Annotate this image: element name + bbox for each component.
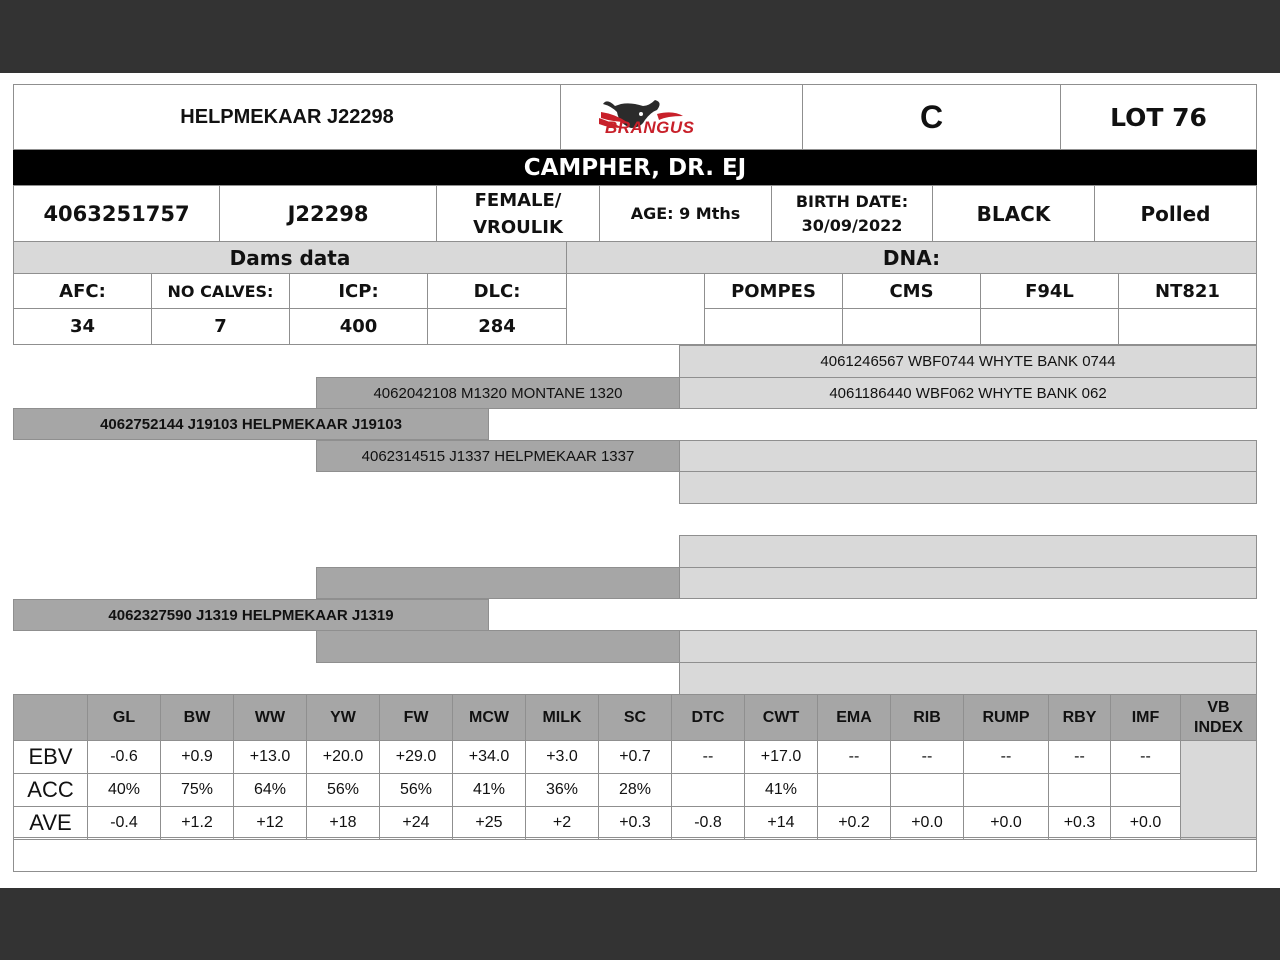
pompes-label: POMPES — [731, 280, 816, 302]
ebv-cell-acc-milk-text: 36% — [545, 781, 579, 798]
ebv-cell-ave-rump-text: +0.0 — [990, 814, 1022, 831]
ebv-cell-acc-milk — [525, 773, 599, 807]
ebv-header-vb-index — [1180, 694, 1257, 741]
registration-number — [13, 185, 220, 242]
ebv-cell-acc-cwt-text: 41% — [764, 781, 798, 798]
ebv-header-sc — [598, 694, 672, 741]
ebv-cell-ebv-rby-text: -- — [1074, 748, 1085, 765]
birth-date-value: 30/09/2022 — [801, 215, 903, 235]
sex-line-2: VROULIK — [473, 216, 563, 238]
ebv-header-dtc — [671, 694, 745, 741]
animal-card — [0, 73, 1280, 888]
ebv-cell-ebv-bw-text: +0.9 — [181, 748, 213, 765]
ebv-cell-ave-sc-text: +0.3 — [619, 814, 651, 831]
ebv-cell-acc-yw-text: 56% — [326, 781, 360, 798]
ebv-cell-ebv-rump — [963, 740, 1049, 774]
dna-label-pompes — [704, 273, 843, 309]
ebv-cell-ave-imf-text: +0.0 — [1129, 814, 1162, 831]
ebv-cell-acc-fw-text: 56% — [399, 781, 433, 798]
ebv-cell-ave-ema-text: +0.2 — [838, 814, 870, 831]
dna-value-nt821 — [1118, 308, 1257, 345]
ebv-row-label-ebv-text: EBV — [28, 744, 73, 769]
dams-label-calves — [151, 273, 290, 309]
ebv-header-gl-text: GL — [112, 708, 136, 726]
ebv-cell-ebv-rib — [890, 740, 964, 774]
dams-value-afc — [13, 308, 152, 345]
ebv-cell-ave-rib-text: +0.0 — [911, 814, 943, 831]
cms-label: CMS — [889, 280, 934, 302]
ebv-header-yw — [306, 694, 380, 741]
ebv-cell-ebv-cwt — [744, 740, 818, 774]
pedigree-sire — [13, 408, 489, 440]
ebv-cell-ave-sc — [598, 806, 672, 840]
dlc-value: 284 — [478, 316, 516, 337]
pedigree-sire-sire — [316, 377, 680, 409]
dna-value-pompes — [704, 308, 843, 345]
dams-value-dlc — [427, 308, 567, 345]
ebv-cell-ave-gl — [87, 806, 161, 840]
ebv-cell-ebv-mcw — [452, 740, 526, 774]
ebv-cell-acc-sc-text: 28% — [618, 781, 652, 798]
ebv-header-rump-text: RUMP — [982, 708, 1030, 726]
ebv-header-fw — [379, 694, 453, 741]
ebv-cell-ave-ema — [817, 806, 891, 840]
ebv-header-cwt-text: CWT — [762, 708, 800, 726]
ebv-header-ema-text: EMA — [836, 708, 872, 726]
birth-date-label: BIRTH DATE: — [795, 191, 909, 211]
ebv-cell-acc-yw — [306, 773, 380, 807]
class-code-text: C — [919, 98, 944, 135]
brangus-logo — [560, 84, 803, 150]
ebv-cell-ebv-sc — [598, 740, 672, 774]
ebv-cell-acc-bw — [160, 773, 234, 807]
ebv-header-rby — [1048, 694, 1111, 741]
dams-value-calves — [151, 308, 290, 345]
ebv-header-rby-text: RBY — [1062, 708, 1097, 726]
ebv-cell-ave-cwt — [744, 806, 818, 840]
afc-value: 34 — [69, 316, 96, 337]
age — [599, 185, 772, 242]
dams-data-title — [13, 241, 567, 274]
ebv-cell-acc-gl — [87, 773, 161, 807]
ebv-row-label-ave-text: AVE — [29, 810, 72, 835]
ebv-cell-ave-yw — [306, 806, 380, 840]
pedigree-sire-sire-dam — [679, 377, 1257, 409]
ebv-header-mcw-text: MCW — [469, 708, 509, 726]
ebv-row-label-ave — [13, 806, 88, 840]
ebv-cell-ave-bw-text: +1.2 — [181, 814, 213, 831]
ebv-cell-ave-rby-text: +0.3 — [1063, 814, 1096, 831]
ebv-cell-ebv-cwt-text: +17.0 — [760, 748, 802, 765]
ebv-cell-acc-dtc — [671, 773, 745, 807]
ebv-cell-ebv-ema-text: -- — [848, 748, 860, 765]
ebv-cell-ave-dtc-text: -0.8 — [694, 814, 722, 831]
ebv-cell-ebv-sc-text: +0.7 — [619, 748, 651, 765]
ebv-cell-ave-rby — [1048, 806, 1111, 840]
pedigree-ss-text: 4062042108 M1320 MONTANE 1320 — [373, 384, 623, 402]
ebv-header-imf — [1110, 694, 1181, 741]
vb-index-line-2: INDEX — [1194, 718, 1243, 736]
sex — [436, 185, 600, 242]
ebv-cell-ave-bw — [160, 806, 234, 840]
pedigree-dam-sire — [316, 567, 680, 599]
ebv-row-label-acc-text: ACC — [27, 777, 74, 802]
ebv-row-label-ebv — [13, 740, 88, 774]
ebv-header-mcw — [452, 694, 526, 741]
ebv-header-milk-text: MILK — [542, 708, 582, 726]
ebv-cell-acc-bw-text: 75% — [180, 781, 214, 798]
class-code — [802, 84, 1061, 150]
ebv-cell-ave-ww-text: +12 — [256, 814, 284, 831]
colour-text: BLACK — [976, 201, 1051, 226]
ebv-header-ww-text: WW — [254, 708, 286, 726]
lot-text: LOT 76 — [1110, 102, 1207, 132]
pedigree-sire-dam-sire — [679, 440, 1257, 472]
pedigree-dam-dam-dam — [679, 662, 1257, 695]
tag-number — [219, 185, 437, 242]
ebv-cell-acc-mcw — [452, 773, 526, 807]
ebv-cell-ave-yw-text: +18 — [329, 814, 357, 831]
ebv-cell-ave-ww — [233, 806, 307, 840]
icp-value: 400 — [339, 316, 378, 337]
ebv-cell-ebv-ww-text: +13.0 — [249, 748, 291, 765]
dna-value-cms — [842, 308, 981, 345]
ebv-header-imf-text: IMF — [1131, 708, 1160, 726]
animal-name-text: HELPMEKAAR J22298 — [180, 105, 394, 128]
ebv-cell-ebv-dtc — [671, 740, 745, 774]
pedigree-sire-dam — [316, 440, 680, 472]
dna-blank — [566, 273, 705, 345]
pedigree-dam-dam-sire — [679, 630, 1257, 663]
ebv-cell-ave-fw-text: +24 — [402, 814, 430, 831]
pedigree-sire-text: 4062752144 J19103 HELPMEKAAR J19103 — [100, 415, 402, 433]
ebv-header-gl — [87, 694, 161, 741]
ebv-cell-acc-sc — [598, 773, 672, 807]
ebv-cell-ebv-gl-text: -0.6 — [110, 748, 138, 765]
pedigree-ssd-text: 4061186440 WBF062 WHYTE BANK 062 — [829, 384, 1107, 402]
table-footer-row — [13, 837, 1257, 872]
ebv-header-yw-text: YW — [330, 708, 356, 726]
registration-text: 4063251757 — [43, 201, 190, 226]
ebv-cell-ave-imf — [1110, 806, 1181, 840]
ebv-header-bw — [160, 694, 234, 741]
dna-value-f94l — [980, 308, 1119, 345]
dna-title — [566, 241, 1257, 274]
owner-band — [13, 150, 1257, 185]
ebv-cell-ebv-yw — [306, 740, 380, 774]
dams-label-dlc — [427, 273, 567, 309]
ebv-cell-acc-ww — [233, 773, 307, 807]
calves-value: 7 — [214, 316, 227, 337]
ebv-cell-ebv-dtc-text: -- — [702, 748, 714, 765]
f94l-label: F94L — [1025, 280, 1074, 302]
ebv-cell-ebv-ww — [233, 740, 307, 774]
dlc-label: DLC: — [473, 280, 521, 302]
pedigree-sss-text: 4061246567 WBF0744 WHYTE BANK 0744 — [820, 353, 1116, 370]
ebv-cell-ave-mcw-text: +25 — [475, 814, 503, 831]
icp-label: ICP: — [338, 280, 379, 302]
dams-label-afc — [13, 273, 152, 309]
pedigree-dam-text: 4062327590 J1319 HELPMEKAAR J1319 — [108, 606, 394, 624]
ebv-cell-ave-rib — [890, 806, 964, 840]
logo-wordmark: BRANGUS — [605, 118, 695, 137]
ebv-cell-ebv-gl — [87, 740, 161, 774]
ebv-cell-ave-milk — [525, 806, 599, 840]
nt821-label: NT821 — [1155, 280, 1220, 302]
pedigree-sire-sire-sire — [679, 345, 1257, 378]
dna-label-nt821 — [1118, 273, 1257, 309]
ebv-cell-ebv-rump-text: -- — [1000, 748, 1012, 765]
ebv-cell-ave-fw — [379, 806, 453, 840]
ebv-cell-ebv-milk-text: +3.0 — [546, 748, 578, 765]
ebv-cell-ebv-fw-text: +29.0 — [395, 748, 437, 765]
animal-name — [13, 84, 561, 150]
ebv-vb-index-value — [1180, 740, 1257, 840]
ebv-header-bw-text: BW — [183, 708, 211, 726]
ebv-cell-ebv-mcw-text: +34.0 — [468, 748, 510, 765]
ebv-header-dtc-text: DTC — [691, 708, 725, 726]
ebv-cell-ave-dtc — [671, 806, 745, 840]
pedigree-dam — [13, 599, 489, 631]
ebv-header-ema — [817, 694, 891, 741]
ebv-header-rib — [890, 694, 964, 741]
birth-date — [771, 185, 933, 242]
ebv-cell-ebv-ema — [817, 740, 891, 774]
calves-label: NO CALVES: — [167, 281, 274, 301]
ebv-cell-acc-cwt — [744, 773, 818, 807]
ebv-header-corner — [13, 694, 88, 741]
ebv-cell-acc-rib — [890, 773, 964, 807]
ebv-cell-acc-ww-text: 64% — [253, 781, 287, 798]
horn-status-text: Polled — [1140, 201, 1211, 226]
ebv-cell-ebv-imf-text: -- — [1140, 748, 1151, 765]
lot-number — [1060, 84, 1257, 150]
ebv-header-rib-text: RIB — [913, 708, 941, 726]
ebv-header-rump — [963, 694, 1049, 741]
ebv-header-ww — [233, 694, 307, 741]
ebv-header-fw-text: FW — [403, 708, 429, 726]
age-text: AGE: 9 Mths — [630, 204, 741, 223]
ebv-cell-ebv-milk — [525, 740, 599, 774]
dams-data-title-text: Dams data — [229, 245, 351, 270]
ebv-cell-acc-fw — [379, 773, 453, 807]
pedigree-dam-dam — [316, 630, 680, 663]
ebv-cell-ebv-imf — [1110, 740, 1181, 774]
ebv-cell-ebv-rib-text: -- — [921, 748, 933, 765]
ebv-cell-ebv-yw-text: +20.0 — [322, 748, 364, 765]
ebv-cell-ave-gl-text: -0.4 — [110, 814, 138, 831]
colour — [932, 185, 1095, 242]
ebv-header-sc-text: SC — [623, 708, 647, 726]
ebv-cell-ebv-rby — [1048, 740, 1111, 774]
ebv-cell-acc-ema — [817, 773, 891, 807]
ebv-cell-acc-rump — [963, 773, 1049, 807]
dna-label-f94l — [980, 273, 1119, 309]
ebv-cell-ave-milk-text: +2 — [552, 814, 572, 831]
ebv-cell-acc-imf — [1110, 773, 1181, 807]
pedigree-dam-sire-dam — [679, 567, 1257, 599]
afc-label: AFC: — [59, 280, 106, 302]
dams-value-icp — [289, 308, 428, 345]
pedigree-dam-sire-sire — [679, 535, 1257, 568]
sex-line-1: FEMALE/ — [474, 189, 562, 211]
ebv-cell-ebv-fw — [379, 740, 453, 774]
vb-index-line-1: VB — [1207, 698, 1230, 716]
ebv-cell-acc-gl-text: 40% — [107, 781, 141, 798]
pedigree-sire-dam-dam — [679, 471, 1257, 504]
dna-label-cms — [842, 273, 981, 309]
ebv-cell-acc-rby — [1048, 773, 1111, 807]
tag-text: J22298 — [287, 201, 369, 226]
dna-title-text: DNA: — [882, 245, 941, 270]
ebv-header-cwt — [744, 694, 818, 741]
ebv-cell-ave-rump — [963, 806, 1049, 840]
pedigree-sd-text: 4062314515 J1337 HELPMEKAAR 1337 — [361, 447, 635, 465]
ebv-cell-acc-mcw-text: 41% — [472, 781, 506, 798]
dams-label-icp — [289, 273, 428, 309]
ebv-header-milk — [525, 694, 599, 741]
ebv-cell-ave-cwt-text: +14 — [767, 814, 795, 831]
owner-name: CAMPHER, DR. EJ — [523, 154, 747, 181]
horn-status — [1094, 185, 1257, 242]
ebv-row-label-acc — [13, 773, 88, 807]
ebv-cell-ave-mcw — [452, 806, 526, 840]
ebv-cell-ebv-bw — [160, 740, 234, 774]
